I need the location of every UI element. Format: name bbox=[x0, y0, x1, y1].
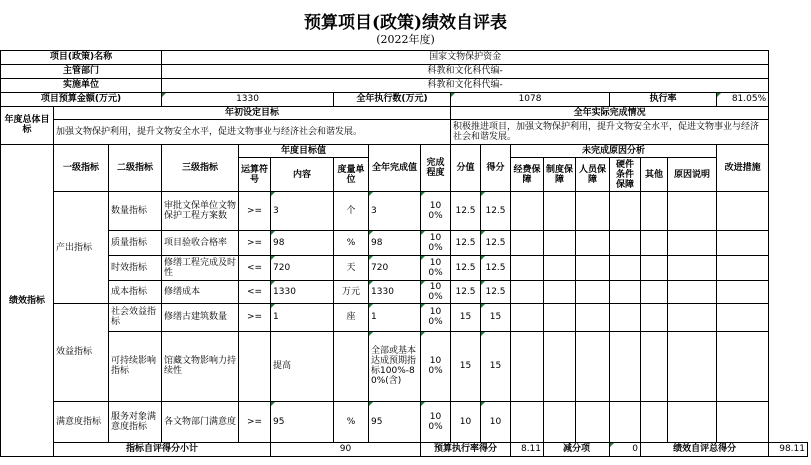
total-value: 98.11 bbox=[769, 442, 808, 456]
cell-r-econ bbox=[511, 281, 544, 303]
cell-l2: 数量指标 bbox=[109, 192, 162, 231]
cell-r-econ bbox=[511, 303, 544, 331]
col-annual-target: 年度目标值 bbox=[239, 145, 369, 158]
cell-improve bbox=[717, 402, 769, 443]
cell-improve bbox=[717, 192, 769, 231]
cell-r-desc bbox=[668, 192, 717, 231]
total-label: 绩效自评总得分 bbox=[641, 442, 769, 456]
group-satisfaction: 满意度指标 bbox=[54, 402, 109, 443]
col-r-desc: 原因说明 bbox=[668, 158, 717, 192]
deduct-label: 减分项 bbox=[544, 442, 610, 456]
cell-r-other bbox=[641, 255, 668, 281]
subtotal-value: 90 bbox=[271, 442, 421, 456]
cell-improve bbox=[717, 281, 769, 303]
cell-score: 15 bbox=[481, 303, 511, 331]
cell-r-econ bbox=[511, 192, 544, 231]
dept-value: 科教和文化科代编- bbox=[162, 64, 769, 78]
col-r-staff: 人员保障 bbox=[576, 158, 610, 192]
cell-l3: 馆藏文物影响力持续性 bbox=[162, 331, 239, 402]
cell-degree: 100% bbox=[421, 303, 451, 331]
cell-l2: 社会效益指标 bbox=[109, 303, 162, 331]
cell-score: 15 bbox=[481, 331, 511, 402]
cell-r-staff bbox=[576, 281, 610, 303]
cell-score: 12.5 bbox=[481, 281, 511, 303]
cell-r-staff bbox=[576, 303, 610, 331]
cell-r-hw bbox=[610, 402, 641, 443]
cell-r-sys bbox=[544, 255, 576, 281]
section-label: 绩效指标 bbox=[1, 145, 54, 457]
cell-degree: 100% bbox=[421, 402, 451, 443]
goals-actual-text: 积极推进项目，加强文物保护利用，提升文物安全水平，促进文物事业与经济社会和谐发展。 bbox=[451, 119, 769, 145]
cell-op: >= bbox=[239, 192, 271, 231]
cell-r-other bbox=[641, 230, 668, 255]
col-score: 得分 bbox=[481, 145, 511, 192]
cell-r-desc bbox=[668, 402, 717, 443]
table-row bbox=[1, 230, 808, 255]
col-r-sys: 制度保障 bbox=[544, 158, 576, 192]
cell-r-econ bbox=[511, 331, 544, 402]
col-operator: 运算符号 bbox=[239, 158, 271, 192]
cell-score: 12.5 bbox=[481, 230, 511, 255]
budget-value: 1330 bbox=[162, 92, 334, 106]
cell-value: 10 bbox=[451, 402, 481, 443]
col-r-other: 其他 bbox=[641, 158, 668, 192]
cell-op: >= bbox=[239, 303, 271, 331]
cell-done: 98 bbox=[369, 230, 421, 255]
cell-degree: 100% bbox=[421, 281, 451, 303]
cell-r-desc bbox=[668, 331, 717, 402]
cell-unit: 座 bbox=[334, 303, 369, 331]
cell-r-staff bbox=[576, 192, 610, 231]
cell-r-hw bbox=[610, 281, 641, 303]
cell-r-other bbox=[641, 192, 668, 231]
cell-r-sys bbox=[544, 230, 576, 255]
dept-row bbox=[1, 64, 808, 78]
cell-improve bbox=[717, 255, 769, 281]
cell-r-staff bbox=[576, 331, 610, 402]
cell-r-desc bbox=[668, 230, 717, 255]
col-level2: 二级指标 bbox=[109, 145, 162, 192]
cell-l2: 可持续影响指标 bbox=[109, 331, 162, 402]
cell-unit: 天 bbox=[334, 255, 369, 281]
cell-degree: 100% bbox=[421, 230, 451, 255]
cell-content: 1 bbox=[271, 303, 334, 331]
page-title: 预算项目(政策)绩效自评表 bbox=[303, 13, 508, 33]
cell-content: 3 bbox=[271, 192, 334, 231]
cell-l3: 各文物部门满意度 bbox=[162, 402, 239, 443]
cell-degree: 100% bbox=[421, 255, 451, 281]
cell-r-sys bbox=[544, 331, 576, 402]
cell-done: 全部或基本达成预期指标100%-80%(含) bbox=[369, 331, 421, 402]
cell-value: 15 bbox=[451, 303, 481, 331]
cell-done: 720 bbox=[369, 255, 421, 281]
table-row bbox=[1, 331, 808, 402]
goals-initial-label: 年初设定目标 bbox=[54, 106, 451, 119]
cell-done: 3 bbox=[369, 192, 421, 231]
cell-unit: % bbox=[334, 230, 369, 255]
goals-content-row bbox=[1, 119, 808, 145]
project-name-value: 国家文物保护资金 bbox=[162, 51, 769, 65]
exec-score-value: 8.11 bbox=[511, 442, 544, 456]
cell-l2: 成本指标 bbox=[109, 281, 162, 303]
cell-score: 12.5 bbox=[481, 255, 511, 281]
cell-improve bbox=[717, 230, 769, 255]
goals-label: 年度总体目标 bbox=[1, 106, 54, 145]
cell-r-econ bbox=[511, 402, 544, 443]
table-row bbox=[1, 303, 808, 331]
cell-r-desc bbox=[668, 303, 717, 331]
goals-initial-text: 加强文物保护利用，提升文物安全水平，促进文物事业与经济社会和谐发展。 bbox=[54, 119, 451, 145]
cell-done: 1 bbox=[369, 303, 421, 331]
cell-l3: 修缮古建筑数量 bbox=[162, 303, 239, 331]
cell-improve bbox=[717, 303, 769, 331]
cell-r-sys bbox=[544, 281, 576, 303]
cell-r-other bbox=[641, 331, 668, 402]
indicator-header-row-1 bbox=[1, 145, 808, 158]
cell-score: 12.5 bbox=[481, 192, 511, 231]
col-reason-group: 未完成原因分析 bbox=[511, 145, 717, 158]
cell-content: 95 bbox=[271, 402, 334, 443]
col-improve: 改进措施 bbox=[717, 145, 769, 192]
budget-row bbox=[1, 92, 808, 106]
cell-unit: % bbox=[334, 402, 369, 443]
goals-header-row bbox=[1, 106, 808, 119]
executed-value: 1078 bbox=[451, 92, 610, 106]
project-name-label: 项目(政策)名称 bbox=[1, 51, 162, 65]
dept-label: 主管部门 bbox=[1, 64, 162, 78]
cell-value: 12.5 bbox=[451, 230, 481, 255]
cell-r-sys bbox=[544, 402, 576, 443]
cell-r-hw bbox=[610, 303, 641, 331]
cell-r-staff bbox=[576, 402, 610, 443]
cell-degree: 100% bbox=[421, 331, 451, 402]
cell-done: 95 bbox=[369, 402, 421, 443]
cell-l3: 审批文保单位文物保护工程方案数 bbox=[162, 192, 239, 231]
cell-unit bbox=[334, 331, 369, 402]
cell-r-hw bbox=[610, 192, 641, 231]
cell-l3: 修缮工程完成及时性 bbox=[162, 255, 239, 281]
cell-r-sys bbox=[544, 303, 576, 331]
group-output: 产出指标 bbox=[54, 192, 109, 303]
table-row bbox=[1, 402, 808, 443]
cell-improve bbox=[717, 331, 769, 402]
cell-content: 提高 bbox=[271, 331, 334, 402]
table-row bbox=[1, 192, 808, 231]
cell-score: 10 bbox=[481, 402, 511, 443]
cell-unit: 万元 bbox=[334, 281, 369, 303]
cell-r-econ bbox=[511, 255, 544, 281]
cell-value: 12.5 bbox=[451, 192, 481, 231]
impl-label: 实施单位 bbox=[1, 78, 162, 92]
cell-op: >= bbox=[239, 402, 271, 443]
page-subtitle: (2022年度) bbox=[376, 33, 435, 46]
cell-r-desc bbox=[668, 281, 717, 303]
cell-r-other bbox=[641, 402, 668, 443]
cell-value: 12.5 bbox=[451, 255, 481, 281]
cell-op: >= bbox=[239, 230, 271, 255]
evaluation-table bbox=[0, 50, 808, 457]
col-r-econ: 经费保障 bbox=[511, 158, 544, 192]
cell-r-staff bbox=[576, 230, 610, 255]
group-benefit: 效益指标 bbox=[54, 303, 109, 402]
col-level1: 一级指标 bbox=[54, 145, 109, 192]
goals-actual-label: 全年实际完成情况 bbox=[451, 106, 769, 119]
cell-r-hw bbox=[610, 331, 641, 402]
col-unit: 度量单位 bbox=[334, 158, 369, 192]
cell-r-desc bbox=[668, 255, 717, 281]
cell-l3: 项目验收合格率 bbox=[162, 230, 239, 255]
cell-op: <= bbox=[239, 281, 271, 303]
col-degree: 完成程度 bbox=[421, 145, 451, 192]
cell-content: 720 bbox=[271, 255, 334, 281]
col-level3: 三级指标 bbox=[162, 145, 239, 192]
exec-score-label: 预算执行率得分 bbox=[421, 442, 511, 456]
cell-l3: 修缮成本 bbox=[162, 281, 239, 303]
cell-r-hw bbox=[610, 255, 641, 281]
impl-value: 科教和文化科代编- bbox=[162, 78, 769, 92]
cell-r-sys bbox=[544, 192, 576, 231]
col-annual-done: 全年完成值 bbox=[369, 145, 421, 192]
project-name-row bbox=[1, 51, 808, 65]
cell-unit: 个 bbox=[334, 192, 369, 231]
col-content: 内容 bbox=[271, 158, 334, 192]
cell-value: 15 bbox=[451, 331, 481, 402]
table-row bbox=[1, 255, 808, 281]
footer-row bbox=[1, 442, 808, 456]
cell-l2: 时效指标 bbox=[109, 255, 162, 281]
subtotal-label: 指标自评得分小计 bbox=[54, 442, 271, 456]
cell-content: 98 bbox=[271, 230, 334, 255]
rate-label: 执行率 bbox=[610, 92, 717, 106]
cell-r-other bbox=[641, 281, 668, 303]
cell-done: 1330 bbox=[369, 281, 421, 303]
cell-l2: 质量指标 bbox=[109, 230, 162, 255]
deduct-value: 0 bbox=[610, 442, 641, 456]
col-score-value: 分值 bbox=[451, 145, 481, 192]
cell-r-other bbox=[641, 303, 668, 331]
cell-value: 12.5 bbox=[451, 281, 481, 303]
cell-content: 1330 bbox=[271, 281, 334, 303]
cell-degree: 100% bbox=[421, 192, 451, 231]
impl-row bbox=[1, 78, 808, 92]
rate-value: 81.05% bbox=[717, 92, 769, 106]
cell-r-staff bbox=[576, 255, 610, 281]
executed-label: 全年执行数(万元) bbox=[334, 92, 451, 106]
table-row bbox=[1, 281, 808, 303]
cell-op bbox=[239, 331, 271, 402]
budget-label: 项目预算金额(万元) bbox=[1, 92, 162, 106]
cell-l2: 服务对象满意度指标 bbox=[109, 402, 162, 443]
col-r-hw: 硬件条件保障 bbox=[610, 158, 641, 192]
cell-r-econ bbox=[511, 230, 544, 255]
cell-r-hw bbox=[610, 230, 641, 255]
cell-op: <= bbox=[239, 255, 271, 281]
